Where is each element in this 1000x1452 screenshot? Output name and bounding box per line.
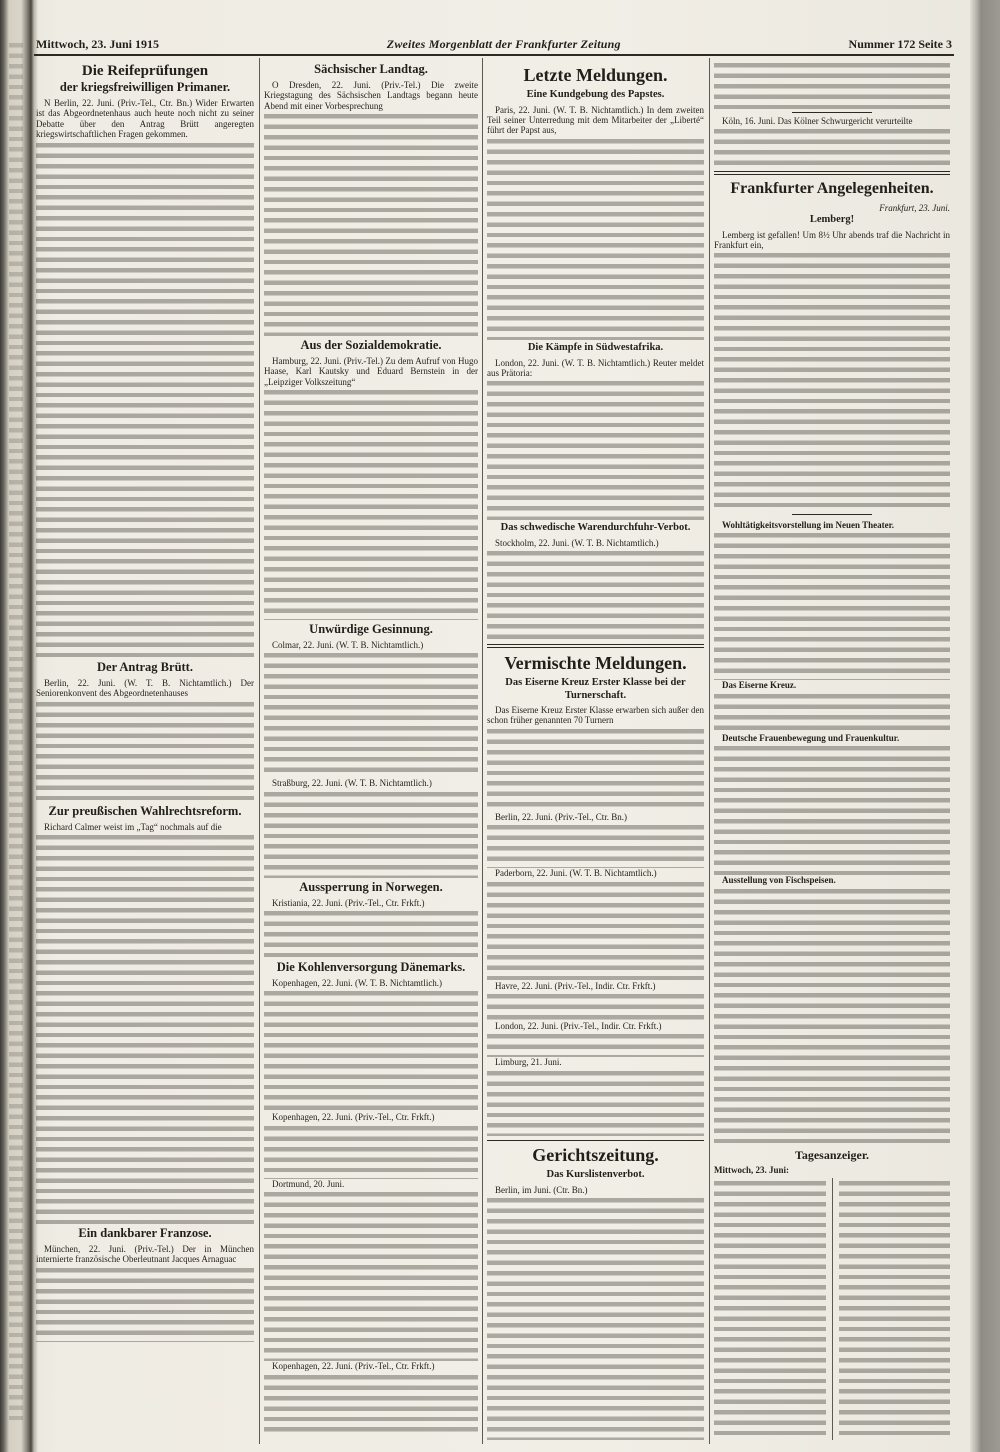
illegible-text-lines bbox=[36, 699, 254, 802]
column-rule bbox=[709, 58, 710, 1444]
continued-article bbox=[714, 60, 950, 110]
article-dankbarer-franzose bbox=[36, 1226, 254, 1342]
illegible-text-lines bbox=[487, 378, 704, 520]
section-divider bbox=[487, 1140, 704, 1141]
news-item-lead: Das Eiserne Kreuz. bbox=[722, 680, 797, 691]
illegible-text-lines bbox=[264, 111, 478, 336]
article-heading: Unwürdige Gesinnung. bbox=[309, 622, 433, 636]
article-paragraph: Paderborn, 22. Juni. (W. T. B. Nichtamtlich.) bbox=[495, 868, 657, 879]
article-paragraph: Richard Calmer weist im „Tag“ nochmals auf die bbox=[44, 822, 222, 832]
section-title: Vermischte Meldungen. bbox=[504, 653, 687, 673]
column-rule bbox=[259, 58, 260, 1444]
article-saechsischer-landtag bbox=[264, 62, 478, 336]
article-paragraph: Berlin, 22. Juni. (Priv.-Tel., Ctr. Bn.) bbox=[495, 811, 628, 822]
illegible-text-lines bbox=[714, 691, 950, 733]
illegible-text-lines bbox=[264, 650, 478, 778]
illegible-text-lines bbox=[487, 548, 704, 640]
article-divider bbox=[792, 514, 872, 515]
issue-page-number: Nummer 172 Seite 3 bbox=[848, 37, 952, 51]
article-heading: Das schwedische Warendurchfuhr-Verbot. bbox=[500, 522, 691, 533]
illegible-text-lines bbox=[714, 886, 950, 1146]
issue-date: Mittwoch, 23. Juni 1915 bbox=[36, 37, 159, 51]
adjacent-page-text-fragments bbox=[9, 40, 23, 1420]
page-header bbox=[36, 35, 952, 52]
illegible-text-lines bbox=[487, 991, 704, 1021]
event-listing bbox=[714, 1178, 950, 1440]
article-unwuerdige-gesinnung bbox=[264, 622, 478, 878]
article-heading: Sächsischer Landtag. bbox=[314, 62, 428, 76]
illegible-text-lines bbox=[36, 1265, 254, 1342]
article-heading: Die Kohlenversorgung Dänemarks. bbox=[276, 960, 466, 974]
illegible-text-lines bbox=[36, 140, 254, 658]
article-paragraph: Havre, 22. Juni. (Priv.-Tel., Indir. Ctr. Frkft.) bbox=[495, 980, 656, 991]
illegible-text-lines bbox=[264, 387, 478, 620]
article-paragraph: Berlin, 22. Juni. (W. T. B. Nichtamtlich.) Der Seniorenkonvent des Abgeordnetenhauses bbox=[36, 678, 254, 699]
article-paragraph: Straßburg, 22. Juni. (W. T. B. Nichtamtlich.) bbox=[272, 778, 432, 789]
article-paragraph: Colmar, 22. Juni. (W. T. B. Nichtamtlich.) bbox=[272, 640, 424, 650]
illegible-text-lines bbox=[714, 60, 950, 110]
section-gerichtszeitung bbox=[487, 1144, 704, 1440]
article-divider bbox=[792, 112, 872, 113]
section-letzte-meldungen bbox=[487, 64, 704, 340]
illegible-text-lines bbox=[714, 126, 950, 166]
illegible-text-lines bbox=[487, 726, 704, 812]
illegible-text-lines bbox=[487, 1195, 704, 1440]
article-heading: Aus der Sozialdemokratie. bbox=[300, 338, 442, 352]
illegible-text-lines bbox=[487, 1031, 704, 1057]
section-title: Gerichtszeitung. bbox=[532, 1145, 659, 1165]
illegible-text-lines bbox=[487, 136, 704, 340]
column-rule bbox=[482, 58, 483, 1444]
illegible-text-lines bbox=[714, 530, 950, 680]
illegible-text-lines bbox=[36, 832, 254, 1224]
section-divider bbox=[714, 171, 950, 175]
article-title: Die Reifeprüfungen bbox=[81, 63, 209, 79]
article-paragraph: Limburg, 21. Juni. bbox=[495, 1057, 562, 1068]
illegible-text-lines bbox=[264, 1123, 478, 1179]
illegible-text-lines bbox=[264, 789, 478, 878]
article-heading: Das Kurslistenverbot. bbox=[546, 1169, 645, 1180]
news-item-lead: Wohltätigkeitsvorstellung im Neuen Theater. bbox=[722, 520, 895, 530]
article-paragraph: London, 22. Juni. (W. T. B. Nichtamtlich.) Reuter meldet aus Prätoria: bbox=[487, 357, 704, 378]
binding-edge bbox=[970, 0, 1000, 1452]
illegible-text-lines bbox=[487, 1068, 704, 1136]
article-paragraph: O Dresden, 22. Juni. (Priv.-Tel.) Die zweite Kriegstagung des Sächsischen Landtags begann heute Abend mit einer Vorbesprechung bbox=[264, 80, 478, 111]
article-paragraph: München, 22. Juni. (Priv.-Tel.) Der in München internierte französische Oberleutnant Jacques Arnaguac bbox=[36, 1244, 254, 1265]
article-heading: Das Eiserne Kreuz Erster Klasse bei der Turnerschaft. bbox=[505, 677, 686, 701]
article-kohlenversorgung bbox=[264, 960, 478, 1434]
article-heading: Ein dankbarer Franzose. bbox=[78, 1226, 212, 1240]
section-dateline: Frankfurt, 23. Juni. bbox=[879, 203, 950, 213]
article-heading: Eine Kundgebung des Papstes. bbox=[526, 89, 665, 100]
section-frankfurter-angelegenheiten bbox=[714, 178, 950, 510]
section-vermischte-meldungen bbox=[487, 652, 704, 1136]
article-paragraph: Kristiania, 22. Juni. (Priv.-Tel., Ctr. Frkft.) bbox=[272, 898, 425, 908]
article-heading: Zur preußischen Wahlrechtsreform. bbox=[48, 804, 242, 818]
article-suedwestafrika bbox=[487, 342, 704, 520]
article-reifepruefungen bbox=[36, 62, 254, 658]
section-tagesanzeiger bbox=[714, 1148, 950, 1440]
article-wahlrechtsreform bbox=[36, 804, 254, 1224]
article-heading: Lemberg! bbox=[809, 214, 855, 225]
article-paragraph: Hamburg, 22. Juni. (Priv.-Tel.) Zu dem Aufruf von Hugo Haase, Karl Kautsky und Eduard Bernstein in der „Leipziger Volkszeitung“ bbox=[264, 356, 478, 387]
article-warendurchfuhr-verbot bbox=[487, 522, 704, 640]
article-paragraph: Köln, 16. Juni. Das Kölner Schwurgericht verurteilte bbox=[722, 116, 913, 126]
article-paragraph: London, 22. Juni. (Priv.-Tel., Indir. Ctr. Frkft.) bbox=[495, 1021, 662, 1032]
article-paragraph: Paris, 22. Juni. (W. T. B. Nichtamtlich.) In dem zweiten Teil seiner Unterredung mit dem Mitarbeiter der „Liberté“ führt der Papst aus, bbox=[487, 104, 704, 136]
article-paragraph: Das Eiserne Kreuz Erster Klasse erwarben sich außer den schon früher genannten 70 Turnern bbox=[487, 705, 704, 726]
illegible-text-lines bbox=[714, 1178, 826, 1440]
article-heading: Aussperrung in Norwegen. bbox=[299, 880, 443, 894]
article-heading: Die Kämpfe in Südwestafrika. bbox=[527, 342, 664, 353]
article-paragraph: Kopenhagen, 22. Juni. (Priv.-Tel., Ctr. Frkft.) bbox=[272, 1361, 435, 1372]
section-title: Frankfurter Angelegenheiten. bbox=[730, 180, 934, 197]
listing-date: Mittwoch, 23. Juni: bbox=[714, 1165, 789, 1175]
illegible-text-lines bbox=[839, 1178, 951, 1440]
article-antrag-bruett bbox=[36, 660, 254, 802]
article-title: der kriegsfreiwilligen Primaner. bbox=[59, 80, 231, 94]
section-title: Letzte Meldungen. bbox=[523, 65, 668, 85]
news-item-lead: Ausstellung von Fischspeisen. bbox=[722, 875, 836, 886]
article-paragraph: N Berlin, 22. Juni. (Priv.-Tel., Ctr. Bn.) Wider Erwarten ist das Abgeordnetenhaus auch heute noch nicht zu seiner Debatte über den Antrag Brütt angeregten kriegswirtschaftlichen Fragen gekommen. bbox=[36, 98, 254, 140]
news-item-lead: Deutsche Frauenbewegung und Frauenkultur. bbox=[722, 732, 900, 743]
illegible-text-lines bbox=[264, 908, 478, 958]
adjacent-page-edge bbox=[0, 0, 38, 1452]
local-news-items bbox=[714, 520, 950, 1146]
header-rule bbox=[34, 54, 954, 56]
article-paragraph: Kopenhagen, 22. Juni. (W. T. B. Nichtamtlich.) bbox=[272, 978, 443, 988]
illegible-text-lines bbox=[487, 822, 704, 868]
article-heading: Der Antrag Brütt. bbox=[97, 660, 193, 674]
article-paragraph: Berlin, im Juni. (Ctr. Bn.) bbox=[495, 1184, 588, 1195]
illegible-text-lines bbox=[487, 879, 704, 981]
article-sozialdemokratie bbox=[264, 338, 478, 620]
newspaper-title: Zweites Morgenblatt der Frankfurter Zeitung bbox=[386, 37, 621, 51]
article-paragraph: Dortmund, 20. Juni. bbox=[272, 1178, 345, 1189]
illegible-text-lines bbox=[264, 1189, 478, 1361]
article-koeln bbox=[714, 116, 950, 166]
article-paragraph: Stockholm, 22. Juni. (W. T. B. Nichtamtlich.) bbox=[495, 537, 659, 548]
illegible-text-lines bbox=[714, 250, 950, 510]
illegible-text-lines bbox=[714, 743, 950, 875]
listing-column-rule bbox=[832, 1178, 833, 1440]
article-aussperrung-norwegen bbox=[264, 880, 478, 958]
section-title: Tagesanzeiger. bbox=[794, 1148, 870, 1162]
article-paragraph: Lemberg ist gefallen! Um 8½ Uhr abends traf die Nachricht in Frankfurt ein, bbox=[714, 229, 950, 250]
article-paragraph: Kopenhagen, 22. Juni. (Priv.-Tel., Ctr. Frkft.) bbox=[272, 1112, 435, 1123]
section-divider bbox=[487, 644, 704, 648]
illegible-text-lines bbox=[264, 988, 478, 1112]
illegible-text-lines bbox=[264, 1372, 478, 1434]
